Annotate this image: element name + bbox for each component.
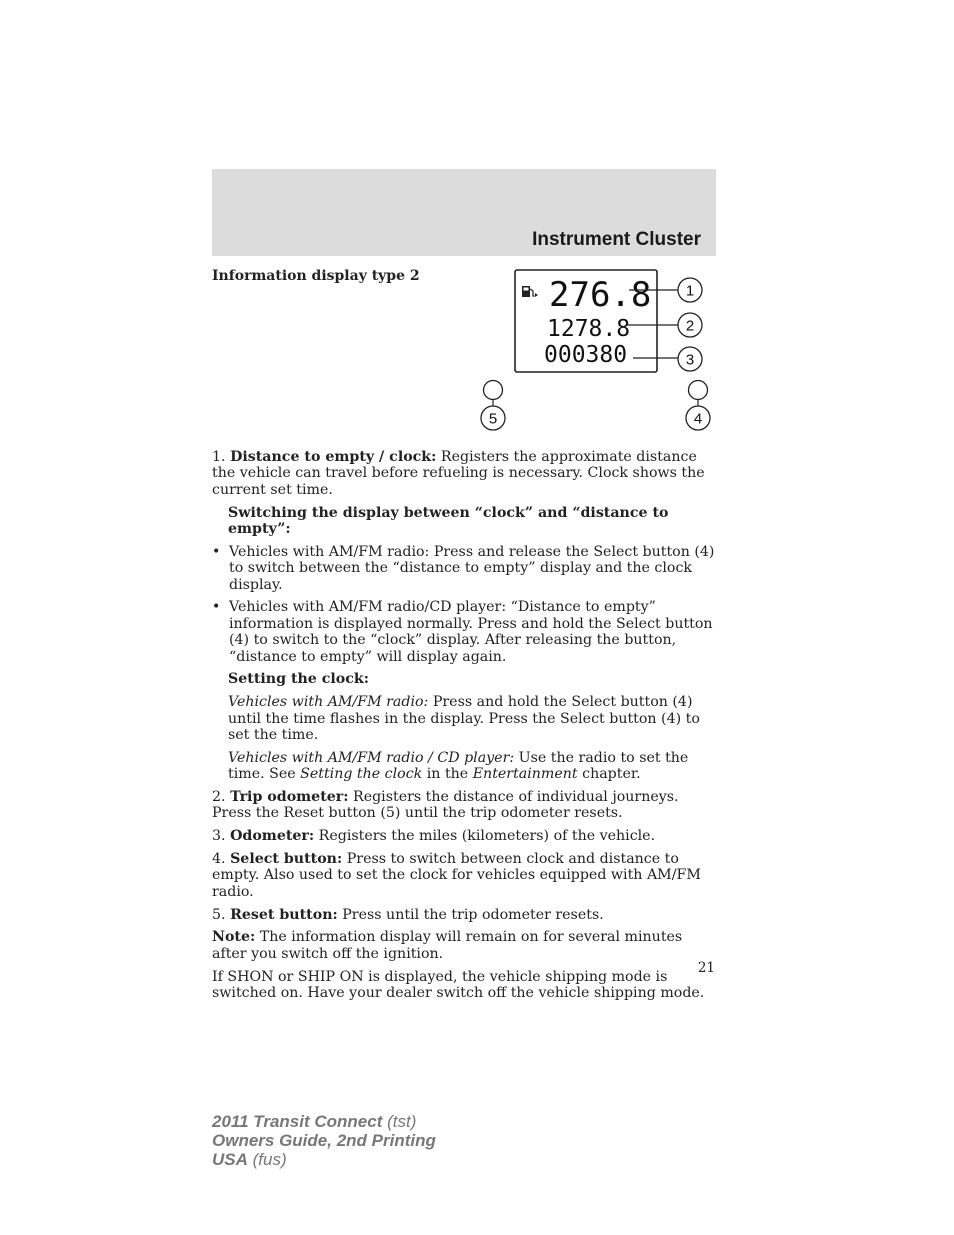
item-odometer: 3. Odometer: Registers the miles (kilometers) of the vehicle. (212, 828, 656, 845)
section-heading: Information display type 2 (212, 268, 420, 284)
setting-clock-am-fm: Vehicles with AM/FM radio: Press and hold the Select button (4) until the time flashes in the display. Press the Select button (4) to set the time. (228, 694, 700, 744)
svg-text:2: 2 (685, 317, 695, 335)
callout-3 (678, 347, 702, 371)
body-text (212, 449, 716, 1008)
display-trip-odometer: 1278.8 (547, 316, 631, 342)
callout-2 (678, 313, 702, 337)
reset-button-graphic (484, 381, 503, 400)
item-trip-odometer: 2. Trip odometer: Registers the distance of individual journeys. Press the Reset button (5) until the trip odometer resets. (212, 789, 679, 822)
bullet-am-fm-radio: • Vehicles with AM/FM radio: Press and release the Select button (4) to switch between the “distance to empty” display and the clock display. (212, 543, 715, 593)
callout-5 (481, 406, 505, 430)
callout-1 (678, 278, 702, 302)
information-display-diagram (478, 264, 718, 436)
bullet-am-fm-cd: • Vehicles with AM/FM radio/CD player: “Distance to empty” information is displayed normally. Press and hold the Select button (4) to switch to the “clock” display. After releasing the button, “distance to empty” will display again. (212, 599, 713, 665)
setting-clock-heading: Setting the clock: (228, 671, 369, 688)
select-button-graphic (689, 381, 708, 400)
header-band (212, 169, 716, 256)
bullet-dot: • (212, 599, 221, 616)
display-odometer: 000380 (544, 342, 628, 368)
footer-line-2: Owners Guide, 2nd Printing (212, 1131, 436, 1150)
setting-clock-am-fm-cd: Vehicles with AM/FM radio / CD player: Use the radio to set the time. See Setting the clock in the Entertainment chapter. (228, 749, 689, 783)
callout-4 (686, 406, 710, 430)
footer-line-3: USA (fus) (212, 1150, 287, 1169)
page-title: Instrument Cluster (532, 229, 701, 250)
svg-text:5: 5 (488, 410, 498, 428)
footer (212, 1112, 436, 1169)
item-reset-button: 5. Reset button: Press until the trip odometer resets. (212, 906, 604, 923)
display-distance-to-empty: 276.8 (549, 275, 652, 315)
switching-heading: Switching the display between “clock” and “distance to empty”: (228, 504, 669, 538)
svg-text:3: 3 (685, 351, 695, 369)
shipping-mode-paragraph: If SHON or SHIP ON is displayed, the vehicle shipping mode is switched on. Have your dealer switch off the vehicle shipping mode. (212, 968, 705, 1002)
page-number: 21 (697, 960, 715, 976)
svg-text:4: 4 (693, 410, 703, 428)
item-distance-to-empty: 1. Distance to empty / clock: Registers the approximate distance the vehicle can travel before refueling is necessary. Clock shows the current set time. (212, 449, 705, 498)
note-paragraph: Note: The information display will remain on for several minutes after you switch off the ignition. (212, 929, 683, 962)
svg-text:1: 1 (685, 282, 695, 300)
item-select-button: 4. Select button: Press to switch between clock and distance to empty. Also used to set the clock for vehicles equipped with AM/FM radio. (212, 851, 701, 900)
bullet-dot: • (212, 543, 221, 560)
footer-line-1: 2011 Transit Connect (tst) (212, 1112, 417, 1131)
